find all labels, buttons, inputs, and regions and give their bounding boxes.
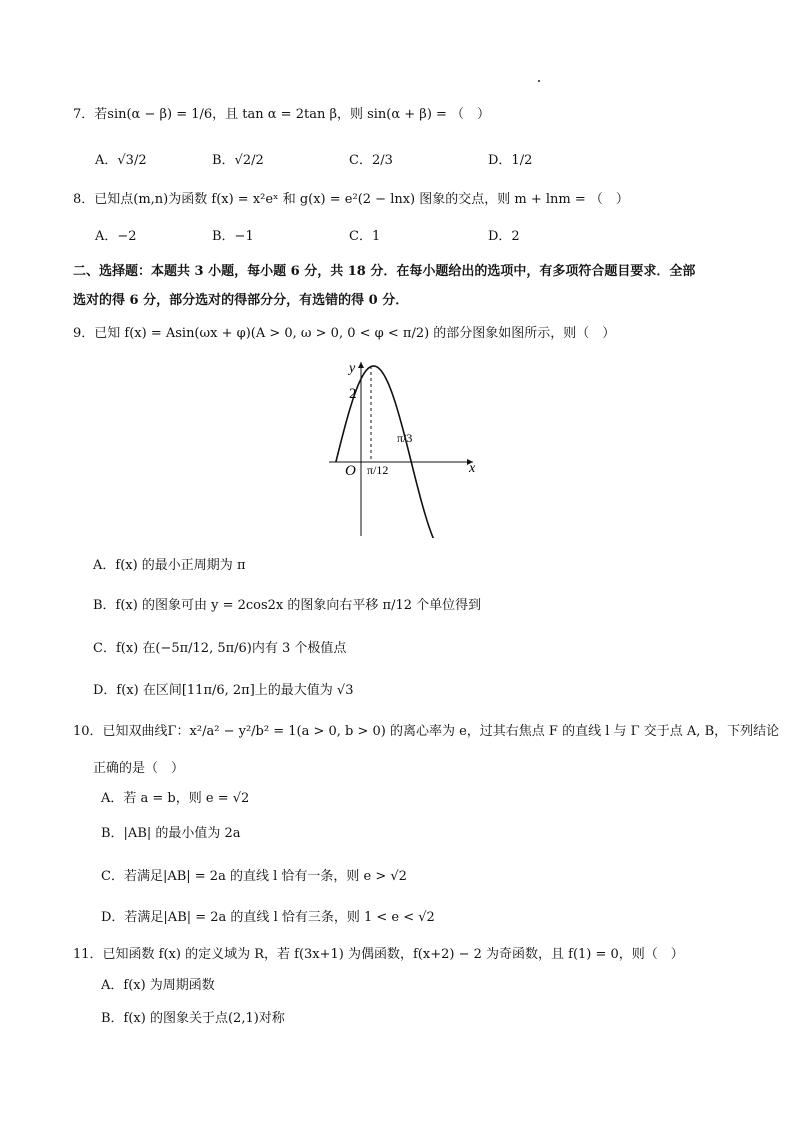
q7-option-a: A．√3/2 bbox=[95, 153, 147, 168]
q8-option-a: A．−2 bbox=[95, 229, 137, 244]
q9-option-b: B．f(x) 的图象可由 y = 2cos2x 的图象向右平移 π/12 个单位得到 bbox=[93, 598, 482, 613]
x-tick-label-pi-3: π/3 bbox=[397, 431, 413, 445]
q10-option-b: B．|AB| 的最小值为 2a bbox=[101, 826, 241, 841]
y-axis-arrow bbox=[358, 362, 364, 368]
section2-instruction-line1: 二、选择题：本题共 3 小题，每小题 6 分，共 18 分．在每小题给出的选项中，有多项符合题目要求．全部 bbox=[73, 264, 696, 279]
q10-stem-line2: 正确的是（ ） bbox=[93, 761, 185, 776]
q9-option-d: D．f(x) 在区间[11π/6, 2π]上的最大值为 √3 bbox=[93, 683, 354, 698]
x-tick-label-pi-12: π/12 bbox=[367, 463, 389, 477]
origin-label: O bbox=[345, 463, 356, 479]
y-axis-label: y bbox=[349, 361, 356, 376]
q10-option-a: A．若 a = b，则 e = √2 bbox=[101, 791, 250, 806]
section2-instruction-line2: 选对的得 6 分，部分选对的得部分分，有选错的得 0 分． bbox=[73, 293, 409, 308]
q9-stem: 9．已知 f(x) = Asin(ωx + φ)(A > 0, ω > 0, 0 < φ < π/2) 的部分图象如图所示，则（ ） bbox=[73, 326, 616, 341]
x-axis-label: x bbox=[469, 461, 476, 476]
q10-option-c: C．若满足|AB| = 2a 的直线 l 恰有一条，则 e > √2 bbox=[101, 869, 407, 884]
q8-option-d: D．2 bbox=[488, 229, 520, 244]
q11-stem: 11．已知函数 f(x) 的定义域为 R，若 f(3x+1) 为偶函数，f(x+2) − 2 为奇函数，且 f(1) = 0，则（ ） bbox=[73, 947, 684, 962]
q7-option-d: D．1/2 bbox=[488, 153, 533, 168]
max-value-label: 2 bbox=[349, 386, 357, 402]
q8-option-c: C．1 bbox=[349, 229, 381, 244]
q9-sine-graph bbox=[325, 358, 485, 538]
q9-option-c: C．f(x) 在(−5π/12, 5π/6)内有 3 个极值点 bbox=[93, 641, 347, 656]
q10-stem-line1: 10．已知双曲线Γ：x²/a² − y²/b² = 1(a > 0, b > 0) 的离心率为 e，过其右焦点 F 的直线 l 与 Γ 交于点 A, B，下列结论 bbox=[73, 724, 780, 739]
scan-dot bbox=[538, 80, 540, 82]
q11-option-b: B．f(x) 的图象关于点(2,1)对称 bbox=[101, 1011, 285, 1026]
q7-option-c: C．2/3 bbox=[349, 153, 393, 168]
q8-option-b: B．−1 bbox=[212, 229, 254, 244]
q9-option-a: A．f(x) 的最小正周期为 π bbox=[93, 558, 246, 573]
q8-stem: 8．已知点(m,n)为函数 f(x) = x²eˣ 和 g(x) = e²(2 − lnx) 图象的交点，则 m + lnm = （ ） bbox=[73, 192, 629, 207]
q10-option-d: D．若满足|AB| = 2a 的直线 l 恰有三条，则 1 < e < √2 bbox=[101, 910, 435, 925]
q11-option-a: A．f(x) 为周期函数 bbox=[101, 978, 215, 993]
q7-option-b: B．√2/2 bbox=[212, 153, 264, 168]
q7-stem: 7．若sin(α − β) = 1/6，且 tan α = 2tan β，则 sin(α + β) = （ ） bbox=[73, 107, 491, 122]
